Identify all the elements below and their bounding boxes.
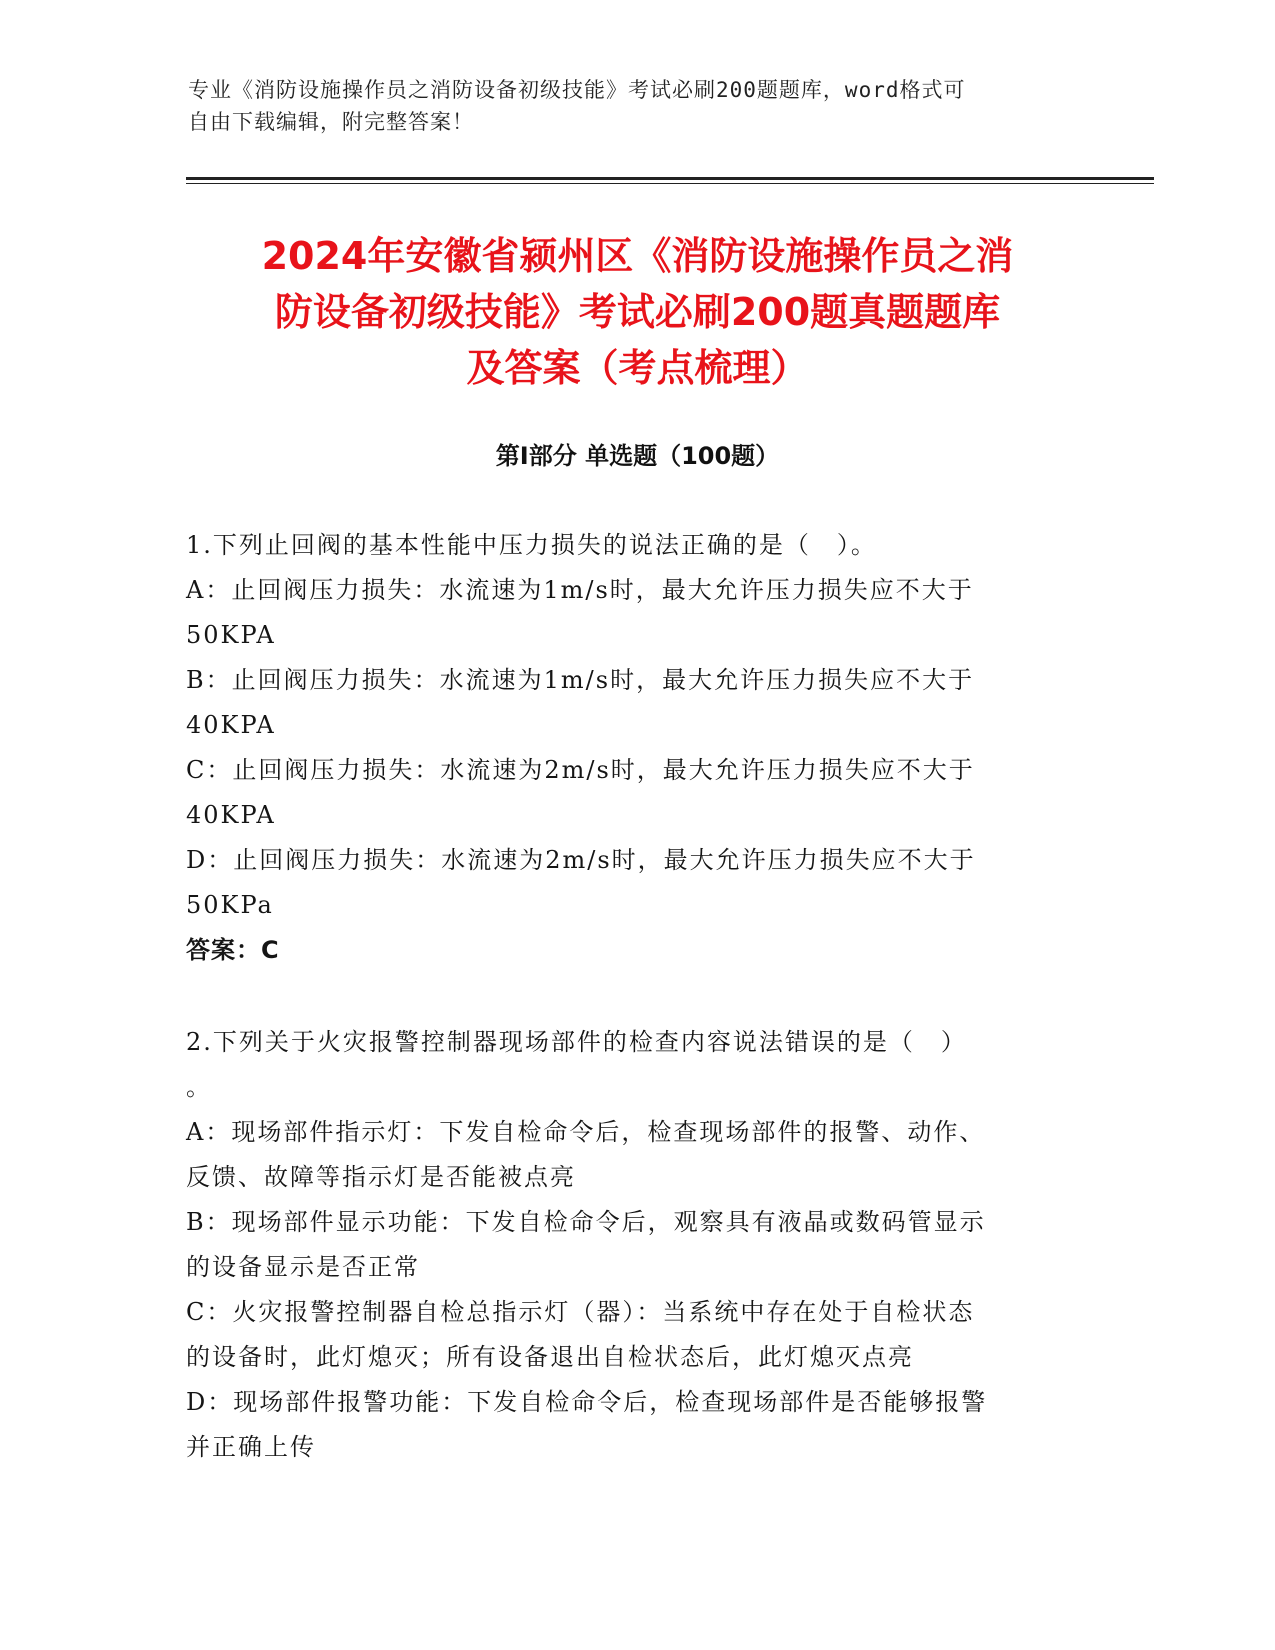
option-line: 50KPA	[186, 621, 276, 649]
header-divider-thin	[186, 183, 1154, 184]
header-note-line: 专业《消防设施操作员之消防设备初级技能》考试必刷200题题库，word格式可	[188, 78, 966, 102]
header-note	[188, 74, 1088, 138]
option-line: D：现场部件报警功能：下发自检命令后，检查现场部件是否能够报警	[186, 1388, 988, 1416]
header-note-line: 自由下载编辑，附完整答案！	[188, 110, 474, 134]
section-heading: 第Ⅰ部分 单选题（100题）	[495, 442, 780, 470]
option-line: B：现场部件显示功能：下发自检命令后，观察具有液晶或数码管显示	[186, 1208, 986, 1236]
option-line: A：止回阀压力损失：水流速为1m/s时，最大允许压力损失应不大于	[186, 576, 974, 604]
option-line: B：止回阀压力损失：水流速为1m/s时，最大允许压力损失应不大于	[186, 666, 975, 694]
option-line: 的设备时，此灯熄灭；所有设备退出自检状态后，此灯熄灭点亮	[186, 1343, 914, 1371]
option-line: 并正确上传	[186, 1433, 316, 1461]
option-line: 反馈、故障等指示灯是否能被点亮	[186, 1163, 576, 1191]
option-line: 40KPA	[186, 801, 276, 829]
option-line: 40KPA	[186, 711, 276, 739]
question-1	[186, 523, 1086, 973]
question-2	[186, 1020, 1086, 1470]
option-line: D：止回阀压力损失：水流速为2m/s时，最大允许压力损失应不大于	[186, 846, 976, 874]
answer-label: 答案：C	[186, 936, 280, 964]
option-line: 50KPa	[186, 891, 274, 919]
document-title-line: 及答案（考点梳理）	[466, 346, 809, 390]
document-title	[160, 228, 1115, 396]
option-line: 的设备显示是否正常	[186, 1253, 420, 1281]
question-stem: 。	[186, 1073, 212, 1101]
document-title-line: 2024年安徽省颍州区《消防设施操作员之消	[261, 234, 1014, 278]
question-stem: 1.下列止回阀的基本性能中压力损失的说法正确的是（ ）。	[186, 531, 877, 559]
option-line: C：止回阀压力损失：水流速为2m/s时，最大允许压力损失应不大于	[186, 756, 975, 784]
document-title-line: 防设备初级技能》考试必刷200题真题题库	[274, 290, 1001, 334]
header-divider-thick	[186, 177, 1154, 180]
question-stem: 2.下列关于火灾报警控制器现场部件的检查内容说法错误的是（ ）	[186, 1028, 967, 1056]
option-line: C：火灾报警控制器自检总指示灯（器）：当系统中存在处于自检状态	[186, 1298, 975, 1326]
option-line: A：现场部件指示灯：下发自检命令后，检查现场部件的报警、动作、	[186, 1118, 986, 1146]
